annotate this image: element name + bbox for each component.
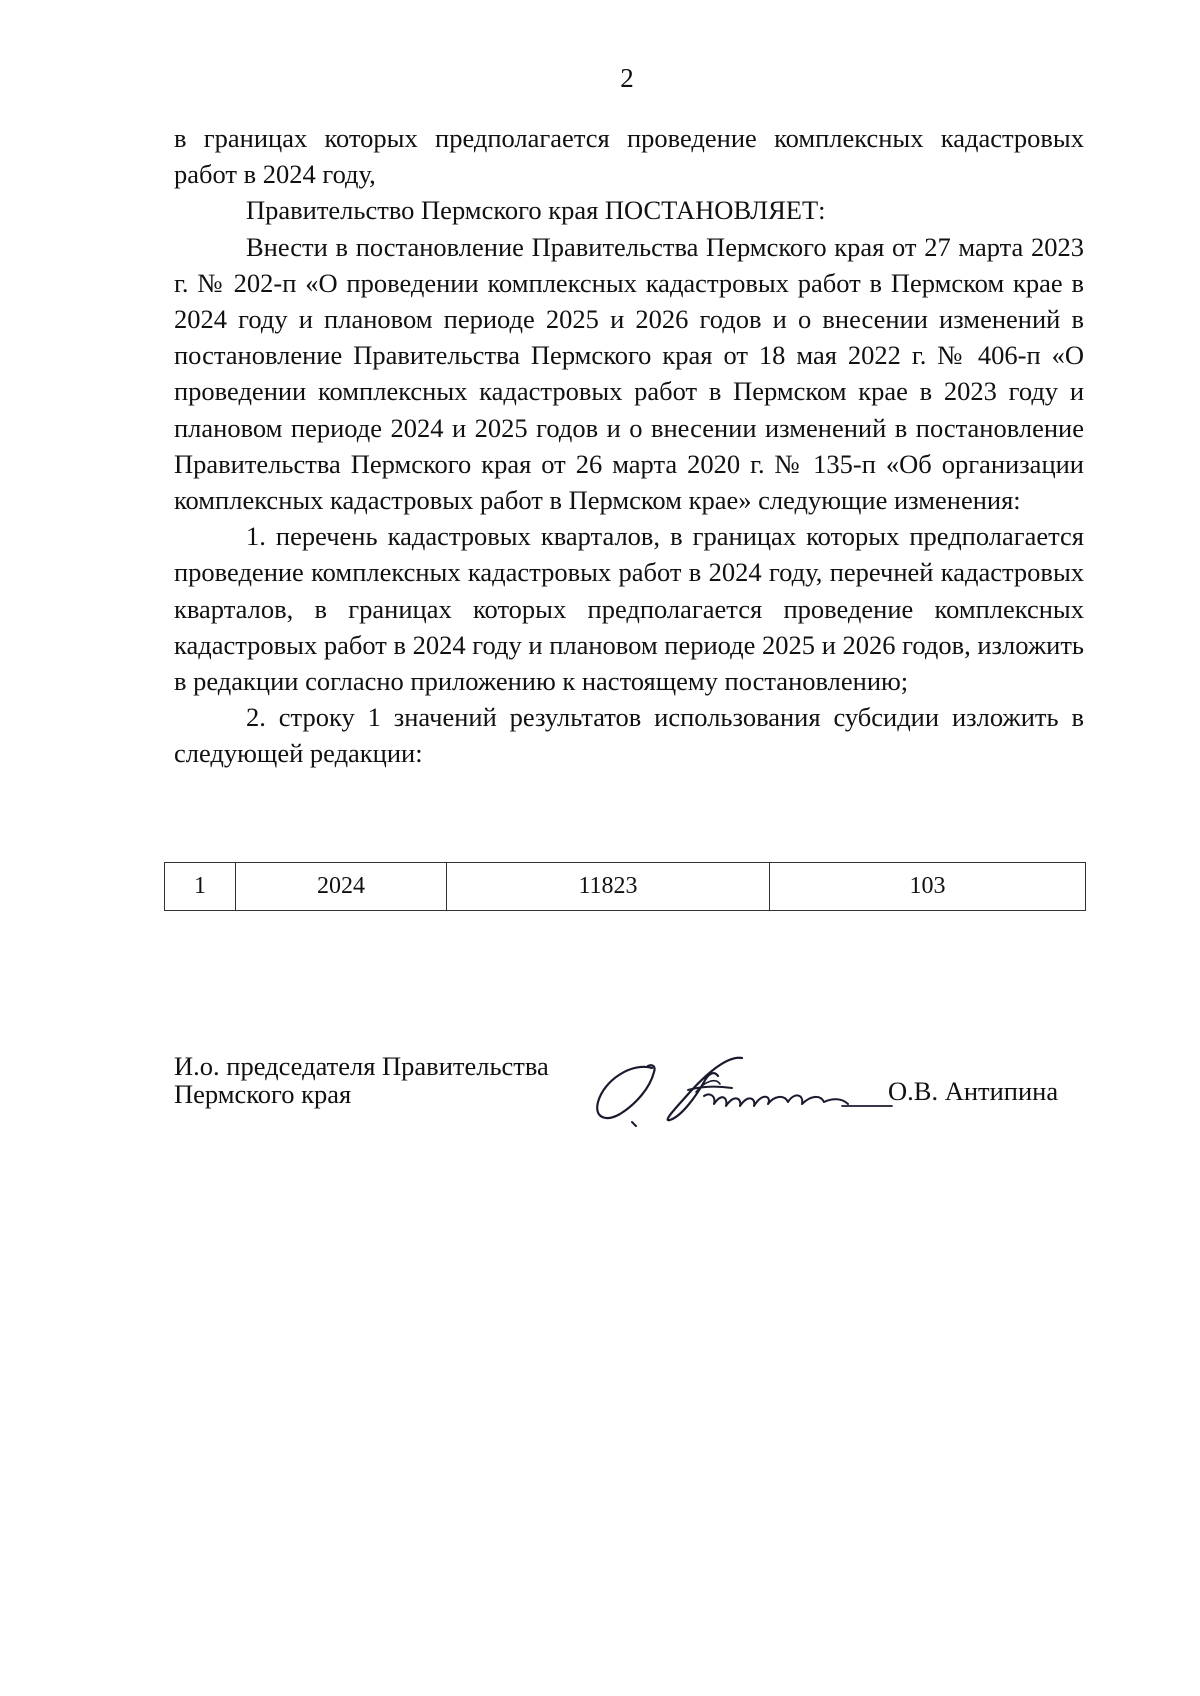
signatory-position-line-1: И.о. председателя Правительства — [174, 1051, 549, 1081]
paragraph-item-1: 1. перечень кадастровых кварталов, в границах которых предполагается проведение комплексных кадастровых работ в 2024 году, перечней кадастровых кварталов, в границах которых предполагается проведение комплексных кадастровых работ в 2024 году и плановом периоде 2025 и 2026 годов, изложить в редакции согласно приложению к настоящему постановлению; — [174, 521, 1084, 697]
paragraph-intro: в границах которых предполагается проведение комплексных кадастровых работ в 2024 году, — [174, 123, 1084, 190]
signatory-position — [174, 1052, 549, 1108]
document-body — [174, 120, 1084, 772]
table-cell-row-number: 1 — [165, 863, 236, 911]
paragraph-item-2: 2. строку 1 значений результатов использования субсидии изложить в следующей редакции: — [174, 702, 1084, 769]
table-row — [165, 863, 1086, 911]
paragraph-amendment: Внести в постановление Правительства Пермского края от 27 марта 2023 г. № 202-п «О проведении комплексных кадастровых работ в Пермском крае в 2024 году и плановом периоде 2025 и 2026 годов и о внесении изменений в постановление Правительства Пермского края от 18 мая 2022 г. № 406-п «О проведении комплексных кадастровых работ в Пермском крае в 2023 году и плановом периоде 2024 и 2025 годов и о внесении изменений в постановление Правительства Пермского края от 26 марта 2020 г. № 135-п «Об организации комплексных кадастровых работ в Пермском крае» следующие изменения: — [174, 231, 1084, 516]
table-cell-result: 103 — [770, 863, 1086, 911]
paragraph-resolves: Правительство Пермского края ПОСТАНОВЛЯЕТ: — [246, 195, 826, 226]
page-number: 2 — [620, 63, 634, 93]
handwritten-signature — [592, 1052, 902, 1128]
signatory-position-line-2: Пермского края — [174, 1079, 352, 1109]
table-cell-year: 2024 — [236, 863, 447, 911]
subsidy-results-table — [164, 862, 1086, 911]
table-cell-value: 11823 — [447, 863, 770, 911]
signatory-name: О.В. Антипина — [888, 1076, 1059, 1106]
